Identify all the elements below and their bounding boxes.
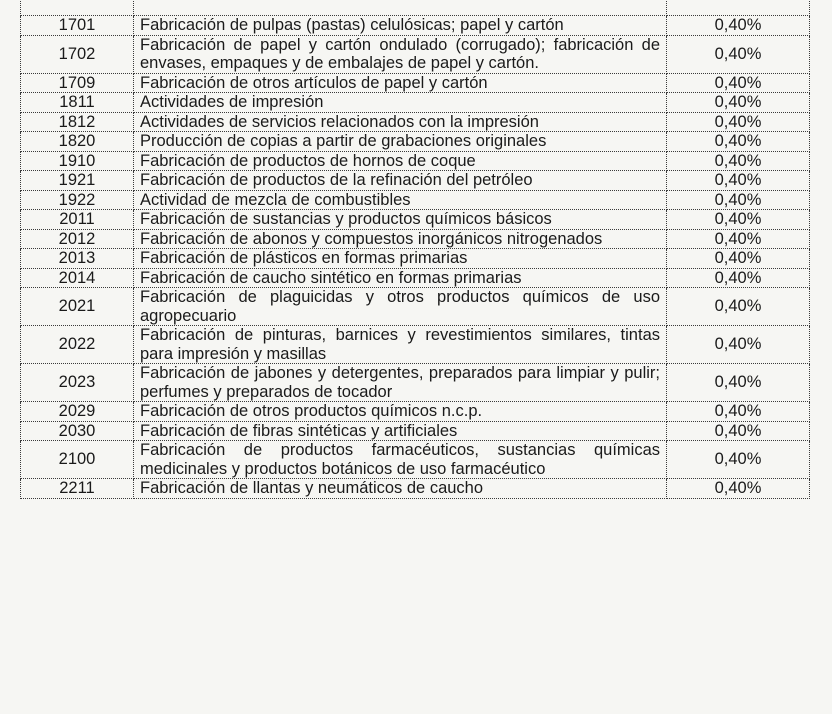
rate-cell: 0,40%	[667, 132, 810, 152]
table-row	[21, 402, 810, 422]
description-cell: Fabricación de otros productos químicos n.c.p.	[134, 402, 667, 422]
table-row	[21, 112, 810, 132]
code-cell: 2030	[21, 421, 134, 441]
rate-cell: 0,40%	[667, 151, 810, 171]
rate-cell: 0,40%	[667, 441, 810, 479]
code-cell: 2012	[21, 229, 134, 249]
table-row	[21, 326, 810, 364]
rate-cell	[667, 0, 810, 16]
table-row	[21, 132, 810, 152]
description-cell: Fabricación de productos de hornos de coque	[134, 151, 667, 171]
code-cell: 1702	[21, 35, 134, 73]
rate-cell: 0,40%	[667, 364, 810, 402]
rate-cell: 0,40%	[667, 35, 810, 73]
description-cell: Actividades de impresión	[134, 93, 667, 113]
rate-cell: 0,40%	[667, 16, 810, 36]
code-cell: 2100	[21, 441, 134, 479]
activity-rate-table	[20, 0, 810, 499]
description-cell: Actividades de servicios relacionados con la impresión	[134, 112, 667, 132]
table-row	[21, 151, 810, 171]
rate-cell: 0,40%	[667, 190, 810, 210]
description-cell: Fabricación de plaguicidas y otros productos químicos de uso agropecuario	[134, 288, 667, 326]
description-cell: Producción de copias a partir de grabaciones originales	[134, 132, 667, 152]
code-cell: 2014	[21, 268, 134, 288]
rate-cell: 0,40%	[667, 112, 810, 132]
rate-cell: 0,40%	[667, 73, 810, 93]
table-row	[21, 210, 810, 230]
table-body	[21, 0, 810, 498]
table-row	[21, 190, 810, 210]
rate-cell: 0,40%	[667, 210, 810, 230]
description-cell: Fabricación de jabones y detergentes, preparados para limpiar y pulir; perfumes y preparados de tocador	[134, 364, 667, 402]
table-row	[21, 229, 810, 249]
rate-cell: 0,40%	[667, 326, 810, 364]
table-row-partial	[21, 0, 810, 16]
code-cell: 2029	[21, 402, 134, 422]
description-cell: Fabricación de productos farmacéuticos, sustancias químicas medicinales y productos botánicos de uso farmacéutico	[134, 441, 667, 479]
table-row	[21, 249, 810, 269]
code-cell: 2011	[21, 210, 134, 230]
code-cell: 1820	[21, 132, 134, 152]
table-row	[21, 35, 810, 73]
table-row	[21, 479, 810, 499]
rate-cell: 0,40%	[667, 402, 810, 422]
rate-cell: 0,40%	[667, 421, 810, 441]
rate-cell: 0,40%	[667, 249, 810, 269]
table-row	[21, 16, 810, 36]
table-row	[21, 93, 810, 113]
rate-cell: 0,40%	[667, 93, 810, 113]
description-cell: Fabricación de papel y cartón ondulado (corrugado); fabricación de envases, empaques y de embalajes de papel y cartón.	[134, 35, 667, 73]
code-cell: 1910	[21, 151, 134, 171]
table-row	[21, 441, 810, 479]
table-row	[21, 288, 810, 326]
rate-cell: 0,40%	[667, 479, 810, 499]
description-cell: Fabricación de sustancias y productos químicos básicos	[134, 210, 667, 230]
code-cell: 1922	[21, 190, 134, 210]
code-cell: 1811	[21, 93, 134, 113]
description-cell	[134, 0, 667, 16]
description-cell: Fabricación de productos de la refinación del petróleo	[134, 171, 667, 191]
code-cell: 2022	[21, 326, 134, 364]
table-row	[21, 73, 810, 93]
code-cell: 2013	[21, 249, 134, 269]
table-row	[21, 171, 810, 191]
rate-cell: 0,40%	[667, 288, 810, 326]
code-cell: 2021	[21, 288, 134, 326]
description-cell: Fabricación de pulpas (pastas) celulósicas; papel y cartón	[134, 16, 667, 36]
table-row	[21, 421, 810, 441]
description-cell: Actividad de mezcla de combustibles	[134, 190, 667, 210]
description-cell: Fabricación de abonos y compuestos inorgánicos nitrogenados	[134, 229, 667, 249]
description-cell: Fabricación de otros artículos de papel y cartón	[134, 73, 667, 93]
table-row	[21, 364, 810, 402]
description-cell: Fabricación de pinturas, barnices y revestimientos similares, tintas para impresión y masillas	[134, 326, 667, 364]
description-cell: Fabricación de llantas y neumáticos de caucho	[134, 479, 667, 499]
description-cell: Fabricación de plásticos en formas primarias	[134, 249, 667, 269]
code-cell: 2023	[21, 364, 134, 402]
code-cell: 2211	[21, 479, 134, 499]
code-cell: 1812	[21, 112, 134, 132]
rate-cell: 0,40%	[667, 229, 810, 249]
code-cell: 1701	[21, 16, 134, 36]
rate-cell: 0,40%	[667, 268, 810, 288]
table-row	[21, 268, 810, 288]
code-cell	[21, 0, 134, 16]
code-cell: 1709	[21, 73, 134, 93]
rate-cell: 0,40%	[667, 171, 810, 191]
description-cell: Fabricación de caucho sintético en formas primarias	[134, 268, 667, 288]
code-cell: 1921	[21, 171, 134, 191]
description-cell: Fabricación de fibras sintéticas y artificiales	[134, 421, 667, 441]
